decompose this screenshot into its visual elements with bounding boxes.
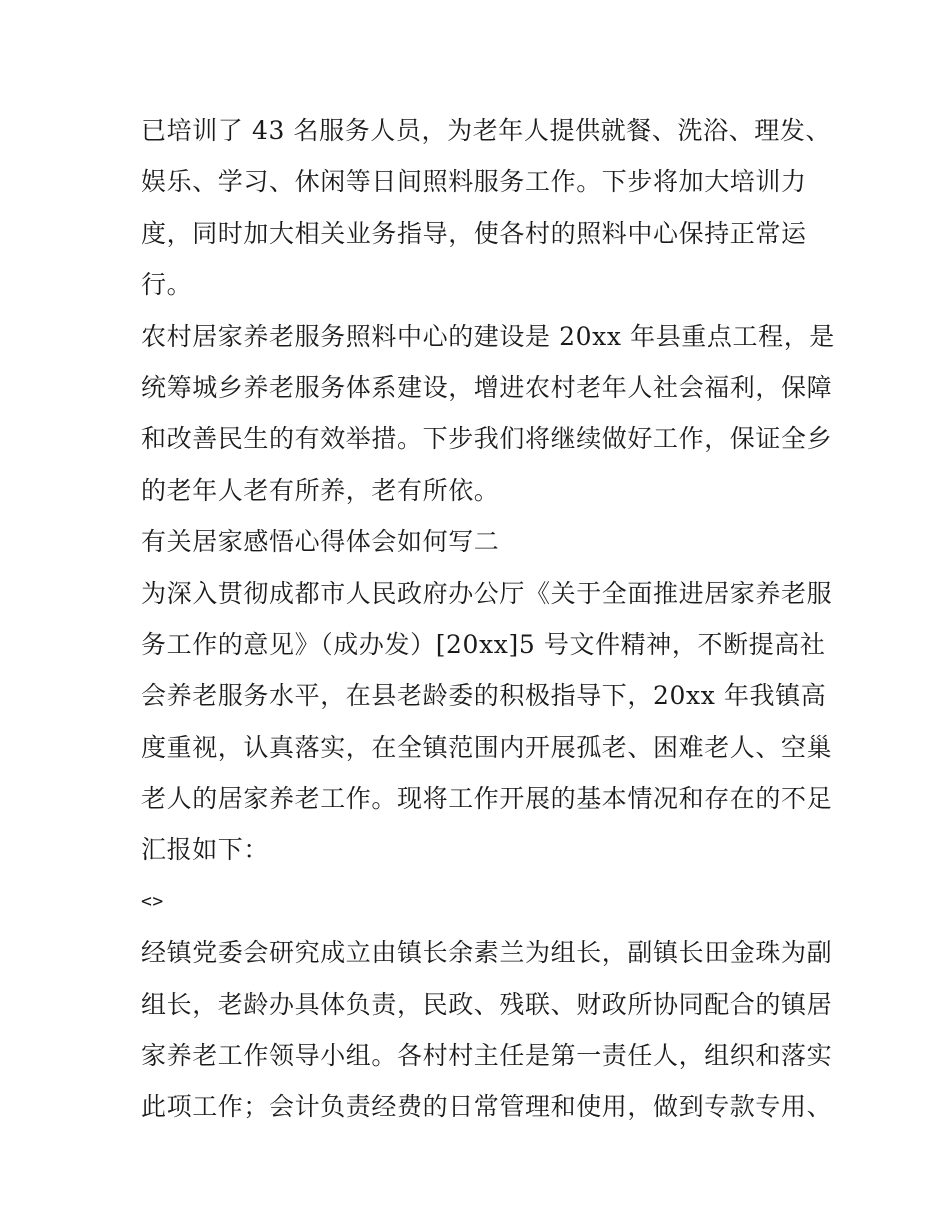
- text-line: 统筹城乡养老服务体系建设，增进农村老年人社会福利，保障: [141, 372, 833, 402]
- paragraph-leadership: [141, 927, 833, 1133]
- text-line: 会养老服务水平，在县老龄委的积极指导下，20xx 年我镇高: [141, 681, 827, 711]
- section-marker: [141, 876, 821, 927]
- text-line: 和改善民生的有效举措。下步我们将继续做好工作，保证全乡: [141, 424, 833, 454]
- text-line: 娱乐、学习、休闲等日间照料服务工作。下步将加大培训力: [141, 167, 807, 197]
- text-line: 的老年人老有所养，老有所依。: [141, 475, 500, 505]
- text-line: 经镇党委会研究成立由镇长余素兰为组长，副镇长田金珠为副: [141, 938, 833, 968]
- text-line: 老人的居家养老工作。现将工作开展的基本情况和存在的不足: [141, 784, 833, 814]
- paragraph-care-center: [141, 311, 835, 517]
- text-line: 度重视，认真落实，在全镇范围内开展孤老、困难老人、空巢: [141, 732, 833, 762]
- heading-line: 有关居家感悟心得体会如何写二: [141, 527, 500, 557]
- text-line: 农村居家养老服务照料中心的建设是 20xx 年县重点工程，是: [141, 321, 835, 351]
- paragraph-training: [141, 105, 832, 311]
- text-line: 此项工作；会计负责经费的日常管理和使用，做到专款专用、: [141, 1092, 833, 1122]
- text-line: 为深入贯彻成都市人民政府办公厅《关于全面推进居家养老服: [141, 578, 833, 608]
- text-line: 汇报如下：: [141, 835, 270, 865]
- text-line: 家养老工作领导小组。各村村主任是第一责任人，组织和落实: [141, 1041, 833, 1071]
- marker-line: <>: [141, 890, 164, 912]
- text-line: 行。: [141, 270, 193, 300]
- section-heading: [141, 516, 821, 567]
- text-line: 务工作的意见》（成办发）[20xx]5 号文件精神，不断提高社: [141, 629, 826, 659]
- text-line: 已培训了 43 名服务人员，为老年人提供就餐、洗浴、理发、: [141, 116, 832, 145]
- paragraph-introduction: [141, 568, 833, 876]
- document-body: [141, 105, 835, 1133]
- text-line: 度，同时加大相关业务指导，使各村的照料中心保持正常运: [141, 218, 807, 248]
- text-line: 组长，老龄办具体负责，民政、残联、财政所协同配合的镇居: [141, 989, 833, 1019]
